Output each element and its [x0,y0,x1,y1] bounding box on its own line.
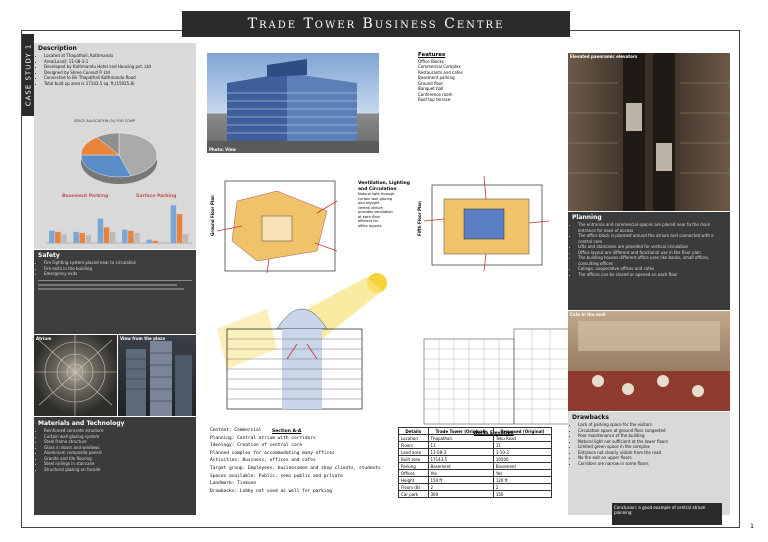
features-line: Restaurants and cafes [418,69,463,75]
side-tab [22,34,34,116]
bar [98,219,103,243]
table-cell: 120 ft [493,477,551,484]
table-cell: 2 [428,484,493,491]
safety-item: • Fire Fighting system placed near to circulation [44,260,192,266]
table-cell: 2 [493,484,551,491]
table-cell: Offices [399,470,429,477]
planning-panel [568,212,730,310]
table-row [399,442,552,449]
pie-chart [74,125,164,191]
safety-line [38,284,177,286]
planning-item: • The offices can be closed or opened on each floor [578,272,726,278]
table-cell: 13 [428,442,493,449]
table-cell: Height [399,477,429,484]
table-cell: Yes [428,470,493,477]
cafe-illustration [568,311,730,411]
table-cell: Teku Road [493,435,551,442]
materials-item: • Structural glazing on facade [44,467,192,473]
pie-chart-title: SPACE ALLOCATION (%) FOR COMP [74,119,136,123]
planning-item: • The building houses different office uses like banks, small offices, consulting offices [578,255,726,266]
view-photo [118,335,196,416]
table-row [399,470,552,477]
ventilation-line: curtain wall glazing [358,196,393,201]
safety-heading: Safety [38,252,60,259]
bar-title-basement: Basement Parking [62,194,109,199]
comparison-table [398,427,552,498]
context-line: Activities: Business, offices and cafes [210,458,316,464]
bar [152,241,157,243]
ventilation-line: and skylight [358,201,380,205]
materials-item: • Curtain wall glazing system [44,434,192,440]
table-cell: Yes [493,470,551,477]
description-item: • Area(Land): 11-08-3-1 [44,59,192,65]
section-drawing [207,269,407,429]
north-elevation [414,319,579,429]
table-cell: 300 [428,491,493,498]
description-item: • Connected to Bir Thapathali Kathmandu Road [44,75,192,81]
ventilation-block [358,181,410,228]
atrium-dome [34,335,117,416]
table-cell: 10500 [493,456,551,463]
description-item: • Developed by Kathmandu Hotel and Housing pvt. Ltd [44,64,192,70]
cafe-caption: Cafe in the mall [570,312,606,317]
table-row [399,491,552,498]
bar [79,233,84,243]
cafe-photo [568,311,730,411]
bar [128,231,133,243]
drawbacks-item: • No fire exit on upper floors [578,455,726,461]
bar [55,232,60,243]
bar [146,240,151,243]
drawbacks-item: • Poor maintenance of the building [578,433,726,439]
bar [183,234,188,243]
table-cell: Floors [399,442,429,449]
drawbacks-item: • Natural light not sufficient at the lower floors [578,439,726,445]
table-cell: 11 [493,442,551,449]
safety-list [38,260,192,277]
context-line: Planning: Central atrium with corridors [210,435,316,441]
description-item: • Located at Thapathali, Kathmandu [44,53,192,59]
table-row [399,456,552,463]
table-header: Trade Tower (Original) [428,428,493,435]
planning-item: • Lifts and staircases are provided for vertical circulation [578,244,726,250]
drawbacks-item: • Lack of parking space for the visitors [578,422,726,428]
features-line: Commercial Complex [418,64,461,69]
elevator-photo [568,53,730,211]
bar [86,235,91,243]
side-tab-label: CASE STUDY 1 [24,43,33,107]
tower-illustration [207,53,379,153]
features-line: Banquet hall [418,86,444,91]
context-line: Context: Commercial [210,428,262,433]
table-cell: Basement [428,463,493,470]
drawbacks-list [572,422,726,466]
context-line: Spaces available: Public, semi public and private [210,473,343,479]
bar-chart [40,201,192,247]
table-cell: Thapathali [428,435,493,442]
planning-item: • College, cooperative offices and cafes [578,266,726,272]
drawbacks-item: • Corridors are narrow in some floors [578,461,726,467]
table-row [399,484,552,491]
ventilation-line: efficient for [358,219,379,223]
table-cell: Basement [493,463,551,470]
safety-item: • Fire exits in the building [44,266,192,272]
table-cell: Floors (B) [399,484,429,491]
description-item: • Total built up area is 17143.5 sq. ft.(15925.8) [44,81,192,87]
table-cell: Car park [399,491,429,498]
bar [159,242,164,243]
materials-item: • Reinforced concrete structure [44,428,192,434]
materials-item: • Granite and tile flooring [44,456,192,462]
atrium-photo [34,335,117,416]
description-panel [34,43,196,249]
materials-item: • Steel frame structure [44,439,192,445]
table-cell: Location [399,435,429,442]
materials-panel [34,417,196,515]
sheet [21,30,740,528]
bar-title-surface: Surface Parking [136,194,177,199]
safety-panel [34,250,196,334]
materials-heading: Materials and Technology [38,420,125,427]
features-line: Roof top terrace [418,97,451,102]
table-cell: Land area [399,449,429,456]
footnote: Conclusion: a good example of central atrium planning [612,503,722,525]
section-label: Section A-A [272,429,302,434]
materials-list [38,428,192,472]
planning-item: • The office block is planned around the atrium and connected with a central core [578,233,726,244]
drawbacks-heading: Drawbacks [572,414,609,421]
context-line: Planned complex for accommodating many offices [210,450,335,456]
view-buildings [118,335,196,416]
context-line: Drawbacks: Lobby not used as well for parking [210,488,332,494]
table-row [399,435,552,442]
planning-item: • The entrance and commercial spaces are placed near to the main entrance for ease of access [578,222,726,233]
table-cell: Built area [399,456,429,463]
table-cell: 1-10-2 [493,449,551,456]
bar [49,231,54,243]
drawbacks-item: • Circulation space at ground floor congested [578,428,726,434]
bar [110,232,115,243]
page-title: Trade Tower Business Centre [182,11,570,37]
ventilation-line: at each floor [358,214,381,219]
features-line: Basement parking [418,75,455,80]
table-cell: 150 [493,491,551,498]
table-row [399,463,552,470]
table-cell: 17143.5 [428,456,493,463]
fifth-floor-plan [414,171,564,277]
description-heading: Description [38,45,77,52]
features-heading: Features [418,52,446,58]
drawbacks-panel [568,412,730,515]
materials-item: • Glass in doors and windows [44,445,192,451]
building-photo [207,53,379,153]
materials-item: • Steel railings in staircase [44,461,192,467]
ventilation-line: central atrium [358,205,383,210]
bar [134,233,139,243]
safety-line [38,288,184,290]
features-list [418,59,568,103]
table-row [399,449,552,456]
context-line: Target group: Employees, businessmen and shop clients, students [210,465,381,471]
context-block [210,427,400,495]
building-photo-caption: Photo: View [209,147,236,152]
planning-heading: Planning [572,214,602,221]
ground-floor-plan [207,171,357,277]
fifth-floor-plan-label: Fifth Floor Plan [417,201,422,236]
ventilation-heading: Ventilation, Lighting and Circulation [358,181,410,192]
description-item: • Designed by Shree Consult P. Ltd [44,70,192,76]
table-cell: 150 ft [428,477,493,484]
ventilation-line: provides ventilation [358,210,393,214]
view-caption: View from the plaza [120,336,166,341]
bar [122,230,127,243]
features-block [418,53,568,173]
ventilation-line: office layouts [358,223,382,228]
planning-list [572,222,726,277]
features-line: Conference room [418,91,453,97]
context-line: Ideology: Creation of central core [210,443,303,449]
elevator-illustration [568,53,730,211]
ventilation-line: Natural light through [358,192,395,196]
planning-item: • Office layout are different and functional use in the floor plan [578,250,726,256]
features-line: Ground floor [418,80,444,86]
table-cell: Parking [399,463,429,470]
table-row [399,477,552,484]
features-line: Office Blocks [418,58,444,64]
safety-item: • Emergency exits [44,271,192,277]
drawbacks-item: • Entrance not clearly visible from the road [578,450,726,456]
bar [104,227,109,243]
table-header: Proposed (Original) [493,428,551,435]
page-number: 1 [750,523,754,530]
bar [73,232,78,243]
description-list [38,53,192,86]
atrium-caption: Atrium [36,336,52,341]
ground-floor-plan-label: Ground Floor Plan [210,195,215,236]
context-line: Landmark: Tinkune [210,481,257,487]
bar [171,205,176,243]
table-cell: 11-08-3 [428,449,493,456]
drawbacks-item: • Limited green space in the complex [578,444,726,450]
ventilation-list [358,192,410,228]
elevation-label: North Elevation [474,431,514,436]
elevator-caption: Elevated panoramic elevators [570,54,638,59]
bar [61,234,66,243]
bar [177,214,182,243]
materials-item: • Aluminium composite panels [44,450,192,456]
table-header: Details [399,428,429,435]
